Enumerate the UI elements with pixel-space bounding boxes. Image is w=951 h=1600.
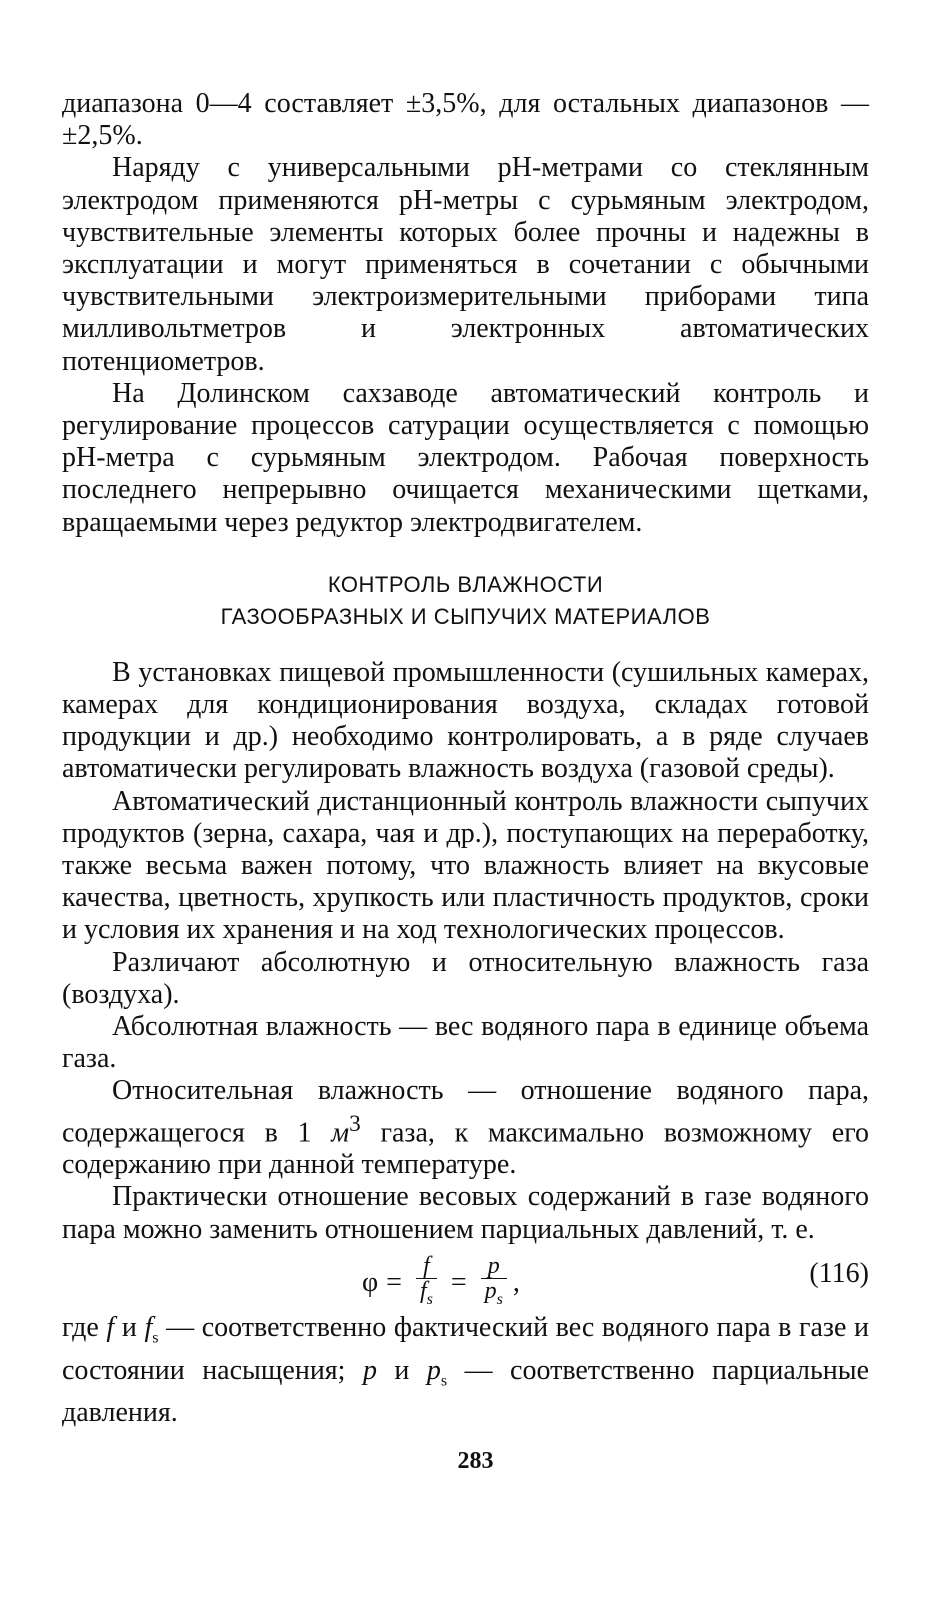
section-heading-line-2: ГАЗООБРАЗНЫХ И СЫПУЧИХ МАТЕРИАЛОВ bbox=[220, 603, 711, 629]
fraction-2-den-subscript: s bbox=[496, 1290, 503, 1308]
section-heading bbox=[62, 569, 869, 633]
relative-humidity-text-a: Относительная влажность — отношение водяного пара, содержащегося в 1 bbox=[62, 1075, 869, 1149]
var-p: p bbox=[362, 1354, 377, 1386]
paragraph-where bbox=[62, 1312, 869, 1430]
paragraph-food-industry: В установках пищевой промышленности (сушильных камерах, камерах для кондиционирования воздуха, складах готовой продукции и др.) необходимо контролировать, а в ряде случаев автоматически регулировать влажность воздуха (газовой среды). bbox=[62, 656, 869, 785]
fraction-1-den-symbol: f bbox=[419, 1277, 427, 1304]
where-text-4: и bbox=[376, 1354, 427, 1386]
var-fs-subscript: s bbox=[152, 1329, 159, 1347]
fraction-f-over-fs bbox=[416, 1254, 437, 1312]
where-text-5: — соответственно парциальные давления. bbox=[62, 1354, 869, 1429]
paragraph-relative-humidity bbox=[62, 1075, 869, 1181]
fraction-2-numerator: p bbox=[487, 1252, 500, 1279]
fraction-1-denominator bbox=[416, 1278, 437, 1312]
var-ps-subscript: s bbox=[440, 1372, 448, 1390]
formula-row bbox=[62, 1246, 869, 1312]
where-text-3: — соответственно фактический вес водяного пара в газе и состоянии насыщения; bbox=[62, 1311, 870, 1386]
unit-m: м bbox=[331, 1117, 350, 1149]
formula-comma: , bbox=[512, 1266, 520, 1298]
relative-humidity-text-b: газа, к максимально возможному его содержанию при данной температуре. bbox=[62, 1117, 869, 1181]
paragraph-dolinsky-plant: На Долинском сахзаводе автоматический контроль и регулирование процессов сатурации осуществляется с помощью pH-метра с сурьмяным электродом. Рабочая поверхность последнего непрерывно очищается механическими щетками, вращаемыми через редуктор электродвигателем. bbox=[62, 377, 869, 538]
fraction-1-den-subscript: s bbox=[426, 1290, 433, 1308]
equation-number: (116) bbox=[809, 1257, 869, 1289]
fraction-2-denominator bbox=[481, 1278, 507, 1312]
formula-116 bbox=[362, 1254, 520, 1312]
fraction-p-over-ps bbox=[481, 1254, 507, 1312]
unit-exponent: 3 bbox=[349, 1110, 361, 1137]
var-fs: f bbox=[144, 1311, 153, 1343]
paragraph-range-accuracy: диапазона 0—4 составляет ±3,5%, для остальных диапазонов — ±2,5%. bbox=[62, 88, 869, 152]
var-ps: p bbox=[426, 1354, 441, 1386]
section-heading-line-1: КОНТРОЛЬ ВЛАЖНОСТИ bbox=[327, 571, 604, 597]
paragraph-bulk-humidity: Автоматический дистанционный контроль влажности сыпучих продуктов (зерна, сахара, чая и др.), поступающих на переработку, также весьма важен потому, что влажность влияет на вкусовые качества, цветность, хрупкость или пластичность продуктов, сроки и условия их хранения и на ход технологических процессов. bbox=[62, 785, 869, 946]
paragraph-partial-pressures: Практически отношение весовых содержаний в газе водяного пара можно заменить отношением парциальных давлений, т. е. bbox=[62, 1181, 869, 1245]
formula-phi: φ bbox=[362, 1266, 379, 1298]
formula-equals-2: = bbox=[450, 1266, 467, 1298]
var-f: f bbox=[106, 1311, 115, 1343]
paragraph-absolute-humidity: Абсолютная влажность — вес водяного пара в единице объема газа. bbox=[62, 1011, 869, 1075]
fraction-1-numerator: f bbox=[423, 1252, 430, 1279]
formula-equals-1: = bbox=[386, 1266, 402, 1298]
page-number: 283 bbox=[457, 1448, 494, 1474]
paragraph-ph-meters: Наряду с универсальными pH-метрами со стеклянным электродом применяются pH-метры с сурьмяным электродом, чувствительные элементы которых более прочны и надежны в эксплуатации и могут применяться в сочетании с обычными чувствительными электроизмерительными приборами типа милливольтметров и электронных автоматических потенциометров. bbox=[62, 152, 869, 377]
fraction-2-den-symbol: p bbox=[484, 1277, 497, 1304]
where-text-2: и bbox=[114, 1311, 145, 1343]
where-text-1: где bbox=[62, 1311, 107, 1343]
paragraph-humidity-types: Различают абсолютную и относительную влажность газа (воздуха). bbox=[62, 946, 869, 1010]
